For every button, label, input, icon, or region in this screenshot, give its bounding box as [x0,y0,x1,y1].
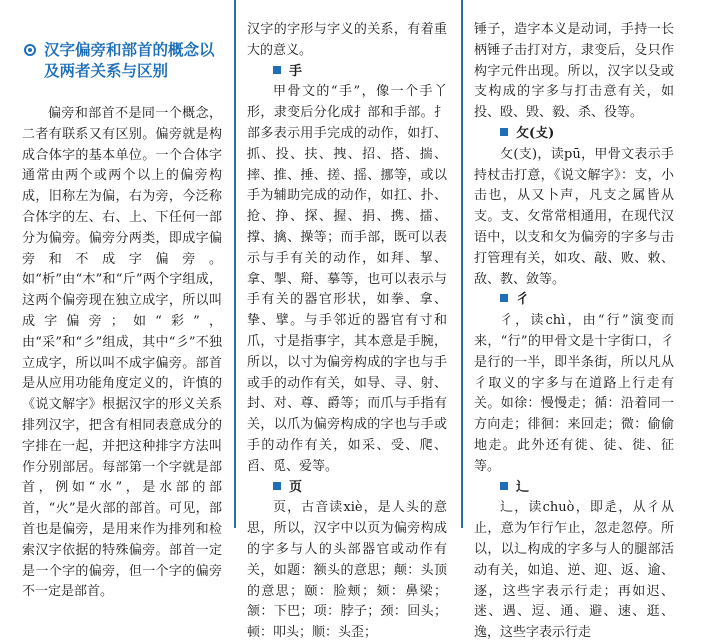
column-divider-2 [461,0,463,528]
title-line-2: 及两者关系与区别 [44,62,169,80]
title-line-1: 汉字偏旁和部首的概念以 [44,41,215,59]
section-heading-label: 页 [289,479,303,495]
section-heading-label: 彳 [516,292,530,308]
section-heading-label: 辶 [516,479,530,495]
section-heading-ye [247,478,447,499]
body-paragraph: 偏旁和部首不是同一个概念，二者有联系又有区别。偏旁就是构成合体字的基本单位。一个合体字通常由两个或两个以上的偏旁构成，旧称左为偏，右为旁，今泛称合体字的左、右、上、下任何一部分为偏旁。偏旁分两类，即成字偏旁和不成字偏旁。如“析”由“木”和“斤”两个字组成，这两个偏旁现在独立成字，所以叫成字偏旁；如“彩”，由“采”和“彡”组成，其中“彡”不独立成字，所以叫不成字偏旁。部首是从应用功能角度定义的，许慎的《说文解字》根据汉字的形义关系排列汉字，把含有相同表意成分的字排在一起，并把这种排字方法叫作分别部居。每部第一个字就是部首，例如“水”，是水部的部首，“火”是火部的部首。可见，部首也是偏旁，是用来作为排列和检索汉字依据的特殊偏旁。部首一定是一个字的偏旁，但一个字的偏旁不一定是部首。 [22,106,222,600]
column-3 [474,0,674,641]
section-heading-pu [474,124,674,145]
target-bullet-icon [24,44,36,56]
square-bullet-icon [500,128,508,136]
section-paragraph-pu: 攵(支)，读pū，甲骨文表示手持杖击打意，《说文解字》：支，小击也，从又卜声，凡支之属皆从支。支、攵常常相通用，在现代汉语中，以支和攵为偏旁的字多与击打管理有关，如攻、敲、败、敕、敌、教、敛等。 [474,146,674,287]
section-heading-chi [474,290,674,311]
square-bullet-icon [273,482,281,490]
square-bullet-icon [273,66,281,74]
section-heading-chuo [474,478,674,499]
section-paragraph-chuo: 辶，读chuò，即辵，从彳从止，意为乍行乍止，忽走忽停。所以，以辶构成的字多与人的腿部活动有关，如追、逆、迎、返、逾、逐，这些字表示行走；再如迟、迷、遇、逗、通、避、速、逛、逸，这些字表示行走 [474,500,674,641]
article-title [22,40,222,82]
section-heading-shou [247,62,447,83]
square-bullet-icon [500,482,508,490]
column-divider-1 [234,0,236,528]
continued-text: 汉字的字形与字义的关系，有着重大的意义。 [247,22,447,58]
section-paragraph-shou: 甲骨文的“手”，像一个手丫形，隶变后分化成扌部和手部。扌部多表示用手完成的动作，如打、抓、投、扶、拽、招、搭、揣、摔、推、捶、搓、摇、挪等，或以手为辅助完成的动作，如扛、扑、抢、挣、探、握、捐、携、擂、撑、擒、操等；而手部，既可以表示与手有关的动作，如拜、挈、拿、掣、搿、摹等，也可以表示与手有关的器官形状，如拳、拿、挚、擘。与手邻近的器官有寸和爪，寸是指事字，其本意是手腕，所以，以寸为偏旁构成的字也与手或手的动作有关，如导、寻、射、封、对、尊、爵等；而爪与手指有关，以爪为偏旁构成的字也与手或手的动作有关，如采、受、爬、舀、觅、爱等。 [247,84,447,474]
section-heading-label: 攵(攴) [516,125,555,141]
square-bullet-icon [500,294,508,302]
section-heading-label: 手 [289,63,303,79]
column-2 [247,0,447,641]
section-paragraph-chi: 彳，读chì，由“行”演变而来，“行”的甲骨文是十字街口，彳是行的一半，即半条街，所以凡从彳取义的字多与在道路上行走有关。如徐：慢慢走；循：沿着同一方向走；徘徊：来回走；微：偷偷地走。此外还有徙、徒、徙、征等。 [474,313,674,474]
column-1 [22,0,222,600]
continued-text: 锤子，造字本义是动词，手持一长柄锤子击打对方，隶变后，殳只作构字元件出现。所以，汉字以殳或支构成的字多与打击意有关，如投、殴、毁、毅、杀、役等。 [474,22,674,121]
section-paragraph-ye: 页，古音读xiè，是人头的意思，所以，汉字中以页为偏旁构成的字多与人的头部器官或动作有关，如题：额头的意思；颠：头顶的意思；颐：脸颊；颏：鼻梁；颔：下巴；项：脖子；颈：回头；顿：叩头；顺：头歪； [247,500,447,641]
